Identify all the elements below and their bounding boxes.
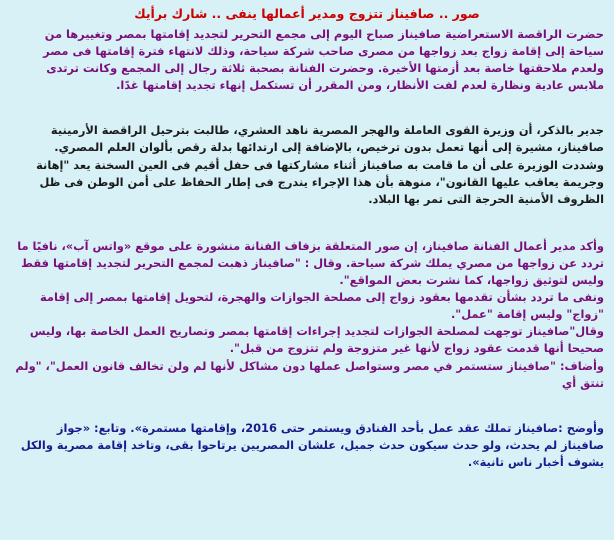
paragraph-line: ولعدم ملاحقتها خاصة بعد أزمتها الأخيرة. وحضرت الفنانة بصحبة ثلاثة رجال إلى المجمع وكانت ترتدى — [46, 61, 604, 76]
paragraph-spacer — [10, 94, 604, 122]
paragraph-line: وقال"صافيناز توجهت لمصلحة الجوازات لتجديد إجراءات إقامتها بمصر وتصاريح العمل الخاصة بها، وليس — [29, 324, 604, 339]
paragraph-line: وأكد مدير أعمال الفنانة صافيناز، إن صور المتعلقة بزفاف الفنانة منشورة على موقع «واتس آب»، نافيًا ما — [17, 238, 604, 253]
paragraph-line: سياحة إلى إقامة زواج بعد زواجها من مصرى صاحب شركة سياحة، وذلك لانتهاء فترة إقامتها فى مصر — [43, 44, 604, 59]
paragraph-line: الظروف الأمنية الحرجة التى تمر بها البلاد. — [368, 191, 604, 206]
paragraph-2 — [10, 122, 604, 207]
paragraph-line: يشوف أخبار ناس تانية». — [467, 454, 604, 469]
paragraph-line: وأضاف: "صافيناز ستستمر في مصر وستواصل عملها دون مشاكل لأنها لم ولن تخالف قانون العمل"، "ولم — [15, 358, 604, 373]
paragraph-line: صافيناز لم يحدث، ولو حدث سيكون حدث جميل، علشان المصريين يرتاحوا بقى، وتاخد إقامة مصرية والكل — [20, 437, 604, 452]
paragraph-line: ونفى ما تردد بشأن تقدمها بعقود زواج إلى مصلحة الجوازات والهجرة، لتحويل إقامتها بمصر إلى إقامة — [40, 290, 604, 305]
paragraph-line: حضرت الراقصة الاستعراضية صافيناز صباح اليوم إلى مجمع التحرير لتجديد إقامتها بمصر وتغييرها من — [44, 27, 604, 41]
article-title — [10, 6, 604, 22]
paragraph-line: تردد عن زواجها من مصري يملك شركة سياحة. وقال : "صافيناز ذهبت لمجمع التحرير لتجديد إقامتها فقط — [21, 255, 604, 270]
paragraph-4 — [10, 420, 604, 471]
paragraph-line: صافيناز، مشيرة إلى أنها تعمل بدون ترخيص، بالإضافة إلى ارتدائها بدلة رقص بألوان العلم المصري. — [54, 140, 604, 155]
paragraph-line: وليس لتوثيق زواجها، كما نشرت بعض المواقع". — [339, 273, 604, 288]
paragraph-line: جدير بالذكر، أن وزيرة القوى العاملة والهجر المصرية ناهد العشري، طالبت بترحيل الراقصة الأرمينية — [50, 123, 604, 138]
paragraph-spacer — [10, 392, 604, 420]
article-title-text: صور .. صافيناز تتزوج ومدير أعمالها ينفى .. شارك برأيك — [134, 6, 480, 21]
paragraph-3 — [10, 238, 604, 392]
paragraph-line: وأوضح :صافيناز تملك عقد عمل بأحد الفنادق ويستمر حتى 2016، وإقامتها مستمرة». وتابع: «جواز — [56, 420, 604, 435]
paragraph-line: صحيحا أنها قدمت عقود زواج لأنها غير متزوجة ولم تتزوج من قبل". — [229, 341, 604, 356]
paragraph-line: وشددت الوزيرة على أن ما قامت به صافيناز أثناء مشاركتها فى حفل أقيم فى العين السخنة يعد "إهانة — [36, 157, 604, 172]
paragraph-line: وجريمة يعاقب عليها القانون"، منوهة بأن هذا الإجراء يندرج فى إطار الحفاظ على أمن الوطن فى ظل — [39, 174, 604, 189]
paragraph-line: تنتق أي — [561, 375, 604, 390]
paragraph-1 — [10, 26, 604, 94]
paragraph-spacer — [10, 208, 604, 238]
paragraph-line: ملابس عادية ونظارة لعدم لفت الأنظار، ومن المقرر أن تستكمل إنهاء تجديد إقامتها غدًا. — [116, 78, 604, 93]
paragraph-line: "زواج" وليس إقامة "عمل". — [450, 307, 604, 322]
